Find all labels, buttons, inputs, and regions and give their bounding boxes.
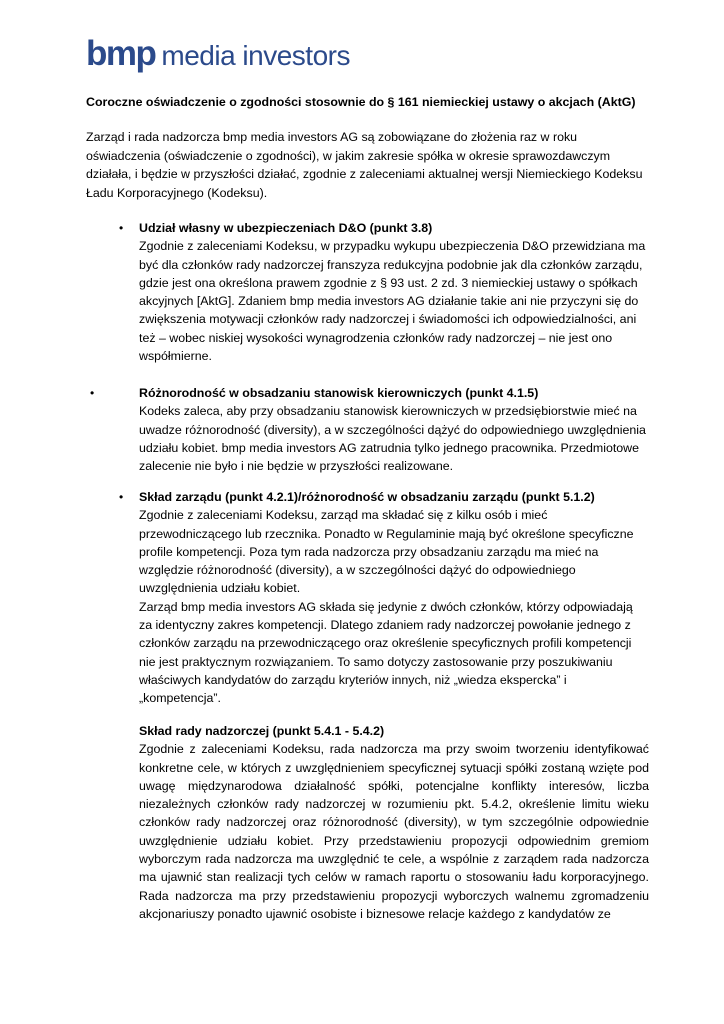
intro-paragraph: Zarząd i rada nadzorcza bmp media investors AG są zobowiązane do złożenia raz w roku oświadczenia (oświadczenie o zgodności), w jakim zakresie spółka w okresie sprawozdawczym działała, i będzie w przyszłości działać, zgodnie z zaleceniami aktualnej wersji Niemieckiego Kodeksu Ładu Korporacyjnego (Kodeksu). [86,130,643,200]
section-body: Zgodnie z zaleceniami Kodeksu, w przypadku wykupu ubezpieczenia D&O przewidziana ma być dla członków rady nadzorczej franszyza redukcyjna podobnie jak dla członków zarządu, gdzie jest ona określona prawem zgodnie z § 93 ust. 2 zd. 3 niemieckiej ustawy o spółkach akcyjnych [AktG]. Zdaniem bmp media investors AG działanie takie ani nie przyczyni się do zwiększenia motywacji członków rady nadzorczej i świadomości ich odpowiedzialności, ani też – wobec niskiej wysokości wynagrodzenia członków rady nadzorczej – nie jest ono współmierne. [139,239,646,364]
bullet-icon: • [119,490,124,504]
section-body: Zgodnie z zaleceniami Kodeksu, rada nadzorcza ma przy swoim tworzeniu identyfikować konkretne cele, w których z uwzględnieniem specyficznej sytuacji spółki zostaną wzięte pod uwagę międzynarodowa działalność spółki, potencjalne konflikty interesów, liczba niezależnych członków rady nadzorczej w rozumieniu pkt. 5.4.2, określenie limitu wieku członków rady nadzorczej oraz różnorodność (diversity), w tym szczególnie odpowiednie uwzględnienie udziału kobiet. Przy przedstawieniu propozycji odpowiednim gremiom wyborczym rada nadzorcza ma uwzględnić te cele, a wspólnie z zarządem rada nadzorcza ma ujawnić stan realizacji tych celów w ramach raportu o stosowaniu ładu korporacyjnego. Rada nadzorcza ma przy przedstawieniu propozycji wyborczych walnemu zgromadzeniu akcjonariuszy ponadto ujawnić osobiste i biznesowe relacje każdego z kandydatów ze [139,742,649,921]
section-body: Zgodnie z zaleceniami Kodeksu, zarząd ma składać się z kilku osób i mieć przewodniczącego lub rzecznika. Ponadto w Regulaminie mają być określone specyficzne profile kompetencji. Poza tym rada nadzorcza przy obsadzaniu zarządu ma mieć na względzie różnorodność (diversity), a w szczególności dążyć do odpowiedniego uwzględnienia udziału kobiet. [139,508,634,596]
section-supervisory-board [139,722,649,923]
section-body: Kodeks zaleca, aby przy obsadzaniu stanowisk kierowniczych w przedsiębiorstwie mieć na uwadze różnorodność (diversity), a w szczególności dążyć do odpowiedniego uwzględnienia udziału kobiet. bmp media investors AG zatrudnia tylko jednego pracownika. Przedmiotowe zalecenie nie było i nie będzie w przyszłości realizowane. [139,404,646,474]
section-management-board [139,488,649,708]
bullet-icon: • [119,221,124,235]
section-heading: Skład rady nadzorczej (punkt 5.4.1 - 5.4.2) [139,724,385,738]
section-diversity [139,384,649,475]
logo-bmp: bmp [86,34,156,73]
section-heading: Różnorodność w obsadzaniu stanowisk kierowniczych (punkt 4.1.5) [139,386,539,400]
section-body-continued: Zarząd bmp media investors AG składa się jedynie z dwóch członków, którzy odpowiadają za identyczny zakres kompetencji. Dlatego zdaniem rady nadzorczej powołanie jednego z członków zarządu na przewodniczącego oraz określenie specyficznych profili kompetencji nie jest praktycznym rozwiązaniem. To samo dotyczy zastosowanie przy poszukiwaniu właściwych kandydatów do zarządu kryteriów innych, niż „wiedza ekspercka” i „kompetencja”. [139,599,633,706]
section-heading: Skład zarządu (punkt 4.2.1)/różnorodność w obsadzaniu zarządu (punkt 5.1.2) [139,490,595,504]
logo-media-investors: media investors [161,40,350,71]
company-logo [86,36,350,71]
section-dno [139,219,649,365]
section-heading: Udział własny w ubezpieczeniach D&O (punkt 3.8) [139,221,433,235]
bullet-icon: • [90,386,95,400]
document-title: Coroczne oświadczenie o zgodności stosownie do § 161 niemieckiej ustawy o akcjach (AktG) [86,95,636,109]
